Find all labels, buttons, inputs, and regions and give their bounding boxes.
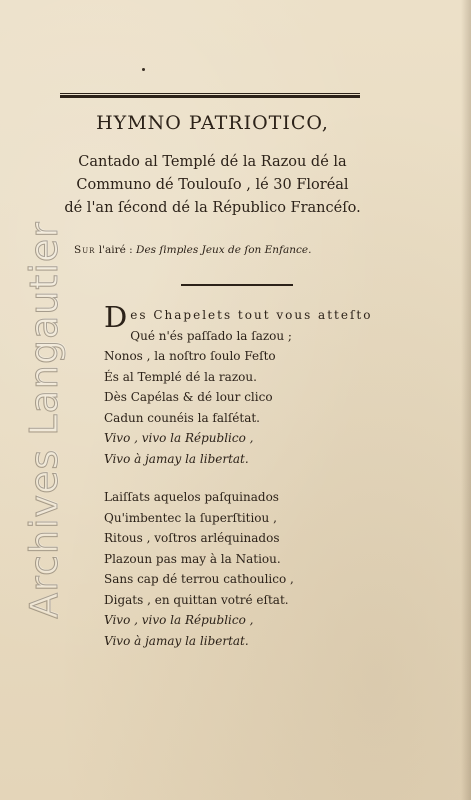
subtitle-line: Communo dé Toulouſo , lé 30 Floréal [76, 177, 349, 193]
verse-line: Plazoun pas may à la Natiou. [104, 551, 281, 566]
verses [104, 300, 373, 651]
top-rule-thick [60, 95, 360, 98]
subtitle-block [40, 151, 385, 220]
refrain-line: Vivo à jamay la libertat. [104, 633, 249, 648]
archive-watermark: Archives Langautier [22, 221, 66, 619]
top-double-rule [60, 93, 360, 98]
verse-line: És al Templé dé la razou. [104, 369, 257, 384]
subtitle-line: Cantado al Templé dé la Razou dé la [78, 154, 347, 170]
page-edge-shadow [461, 0, 471, 800]
page-title: HYMNO PATRIOTICO, [96, 112, 329, 134]
refrain-line: Vivo , vivo la Républico , [104, 613, 254, 627]
verse-line: Nonos , la noſtro ſoulo Feſto [104, 349, 276, 363]
ink-dot [142, 68, 145, 71]
refrain-line: Vivo , vivo la Républico , [104, 431, 254, 445]
verse-line: Dès Capélas & dé lour clico [104, 390, 273, 404]
first-line-text: es Chapelets tout vous atteſto [130, 308, 373, 322]
verse-line: Sans cap dé terrou cathoulico , [104, 572, 294, 586]
verse-line: Ritous , voſtros arléquinados [104, 531, 280, 545]
subtitle-line: dé l'an ſécond dé la Républico Francéſo. [64, 200, 361, 216]
air-prefix-initial: Sur [74, 244, 96, 256]
stanza-1 [104, 300, 373, 469]
refrain-line: Vivo à jamay la libertat. [104, 451, 249, 466]
section-rule [181, 284, 293, 286]
verse-line: Digats , en quittan votré eſtat. [104, 592, 289, 607]
air-prefix-rest: l'airé : [95, 244, 137, 256]
stanza-2 [104, 487, 364, 651]
air-tune-name: Des ſimples Jeux de ſon Enfance. [136, 244, 312, 256]
verse-line: Qu'imbentec la ſuperſtitiou , [104, 510, 277, 525]
drop-cap: D [104, 300, 128, 334]
verse-line: Qué n'és paſſado la ſazou ; [130, 328, 292, 343]
verse-line-first [104, 300, 373, 334]
top-rule-thin [60, 93, 360, 94]
verse-line: Laiſſats aquelos paſquinados [104, 490, 279, 504]
air-indication [74, 244, 384, 256]
verse-line: Cadun counéis la falſétat. [104, 410, 260, 425]
